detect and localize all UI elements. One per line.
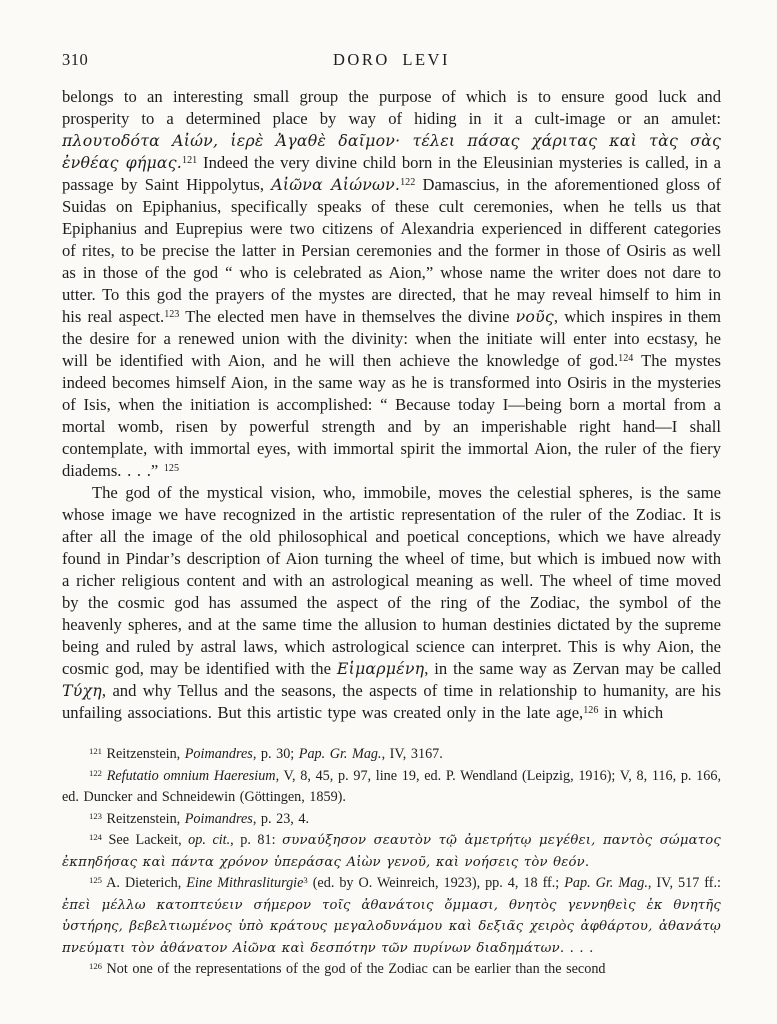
footnotes-block	[62, 744, 721, 981]
italic-text: Poimandres	[184, 810, 253, 827]
footnote-marker: 124	[89, 831, 102, 842]
paragraph-mystical-vision	[62, 482, 721, 724]
greek-text: ἐπεὶ μέλλω κατοπτεύειν σήμερον τοῖς ἀθανάτοις ὄμμασι, θνητὸς γεννηθεὶς ἐκ θνητῆς ὑστήρης, βεβελτιωμένος ὑπὸ κράτους μεγαλοδυνάμου καὶ δεξιᾶς χειρὸς ἀφθάρτου, ἀθανάτῳ πνεύματι τὸν ἀθάνατον Αἰῶνα καὶ δεσπότην τῶν πυρίνων διαδημάτων. . . .	[62, 897, 721, 956]
footnote-122	[62, 766, 721, 809]
page-header	[62, 50, 721, 72]
text-run: Damascius, in the aforementioned gloss of Suidas on Epiphanius, specifically speaks of these cult ceremonies, when he tells us that Epiphanius and Euprepius were two citizens of Alexandria experienced in different categories of rites, to be precise the latter in Persian ceremonies and the former in those of Osiris as well as in those of the god “ who is celebrated as Aion,” whose name the writer does not dare to utter. To this god the prayers of the mystes are directed, that he may reveal himself to him in his real aspect.	[62, 175, 722, 326]
text-run: The god of the mystical vision, who, immobile, moves the celestial spheres, is the same whose image we have recognized in the artistic representation of the ruler of the Zodiac. It is after all the image of the old philosophical and poetical conceptions, which we have already found in Pindar’s description of Aion turning the wheel of time, but which is imbued now with a richer religious content and with an astrological meaning as well. The wheel of time moved by the cosmic god has assumed the aspect of the ring of the Zodiac, the symbol of the heavenly spheres, and at the same time the allusion to human destinies dictated by the supreme being and ruled by astral laws, which astrological science can interpret. This is why Aion, the cosmic god, may be identified with the	[62, 483, 721, 678]
text-run: The mystes indeed becomes himself Aion, in the same way as he is transformed into Osiris in the mysteries of Isis, when the initiation is accomplished: “ Because today I—being born a mortal from a mortal womb, risen by powerful strength and by an imperishable right hand—I shall contemplate, with immortal eyes, with immortal spirit the immortal Aion, the ruler of the fiery diadems. . . .”	[62, 351, 722, 480]
text-run: A. Dieterich,	[101, 875, 187, 891]
text-run: , in the same way as Zervan may be called	[424, 659, 721, 678]
greek-text: Αἰῶνα Αἰώνων.	[271, 175, 401, 194]
text-run: , IV, 3167.	[381, 746, 443, 762]
italic-text: Pap. Gr. Mag.	[564, 875, 648, 891]
text-run: in which	[598, 703, 664, 722]
italic-text: Refutatio omnium Haeresium	[106, 767, 276, 784]
footnote-marker: 125	[89, 874, 102, 885]
text-run: (ed. by O. Weinreich, 1923), pp. 4, 18 ff.;	[307, 875, 565, 891]
greek-text: πλουτοδότα Αἰών, ἱερὲ Ἀγαθὲ δαῖμον· τέλει πάσας χάριτας καὶ τὰς σὰς ἐνθέας φήμας.	[62, 131, 721, 172]
italic-text: Eine Mithrasliturgie	[186, 875, 304, 891]
text-run: , V, 8, 45, p. 97, line 19, ed. P. Wendland (Leipzig, 1916); V, 8, 116, p. 166, ed. Duncker and Schneidewin (Göttingen, 1859).	[62, 767, 721, 805]
footnote-marker: 125	[163, 463, 180, 475]
footnote-121	[62, 744, 721, 766]
page-number: 310	[62, 50, 89, 69]
footnote-124	[62, 830, 721, 873]
greek-text: νοῦς	[515, 307, 554, 326]
text-run: , p. 30;	[252, 746, 299, 762]
text-run: Reitzenstein,	[101, 810, 185, 827]
footnote-126	[62, 959, 721, 981]
footnote-marker: 3	[303, 874, 308, 885]
greek-text: Εἱμαρμένη	[336, 659, 425, 678]
footnote-marker: 121	[182, 155, 198, 167]
text-run: belongs to an interesting small group the purpose of which is to ensure good luck and prosperity to a determined place by way of hiding in it a cult-image or an amulet:	[62, 87, 721, 128]
footnote-123	[62, 809, 721, 831]
footnote-marker: 123	[89, 810, 102, 821]
footnote-marker: 122	[400, 177, 416, 189]
text-run: , and why Tellus and the seasons, the aspects of time in relationship to humanity, are his unfailing associations. But this artistic type was created only in the late age,	[62, 681, 721, 722]
text-run: , p. 23, 4.	[252, 810, 310, 827]
paragraph-continuation	[62, 86, 721, 482]
text-run: , IV, 517 ff.:	[647, 875, 721, 891]
footnote-marker: 122	[89, 767, 102, 778]
greek-text: συναύξησον σεαυτὸν τῷ ἀμετρήτῳ μεγέθει, παντὸς σώματος ἐκπηδήσας καὶ πάντα χρόνον ὑπεράσας Αἰὼν γενοῦ, καὶ νοήσεις τὸν θεόν.	[62, 833, 721, 870]
greek-text: Τύχη	[62, 681, 102, 700]
text-run: The elected men have in themselves the divine	[179, 307, 516, 326]
text-run: Not one of the representations of the god of the Zodiac can be earlier than the second	[101, 961, 606, 977]
italic-text: Poimandres	[184, 746, 253, 762]
footnote-marker: 123	[164, 309, 180, 321]
text-run: Reitzenstein,	[101, 746, 185, 762]
text-run: , which inspires in them the desire for a renewed union with the divinity: when the initiate will enter into ecstasy, he will be identified with Aion, and he will then achieve the knowledge of god.	[62, 307, 721, 370]
italic-text: op. cit.	[188, 832, 231, 848]
footnote-marker: 124	[618, 353, 634, 365]
footnote-125	[62, 873, 721, 959]
footnote-marker: 121	[89, 745, 102, 756]
body-text	[62, 86, 721, 724]
footnote-marker: 126	[583, 705, 599, 717]
running-head: DORO LEVI	[333, 50, 450, 69]
text-run: See Lackeit,	[101, 832, 189, 848]
italic-text: Pap. Gr. Mag.	[298, 746, 382, 762]
text-run: Indeed the very divine child born in the Eleusinian mysteries is called, in a passage by Saint Hippolytus,	[62, 153, 721, 194]
footnote-marker: 126	[89, 960, 102, 971]
text-run: , p. 81:	[230, 832, 283, 848]
